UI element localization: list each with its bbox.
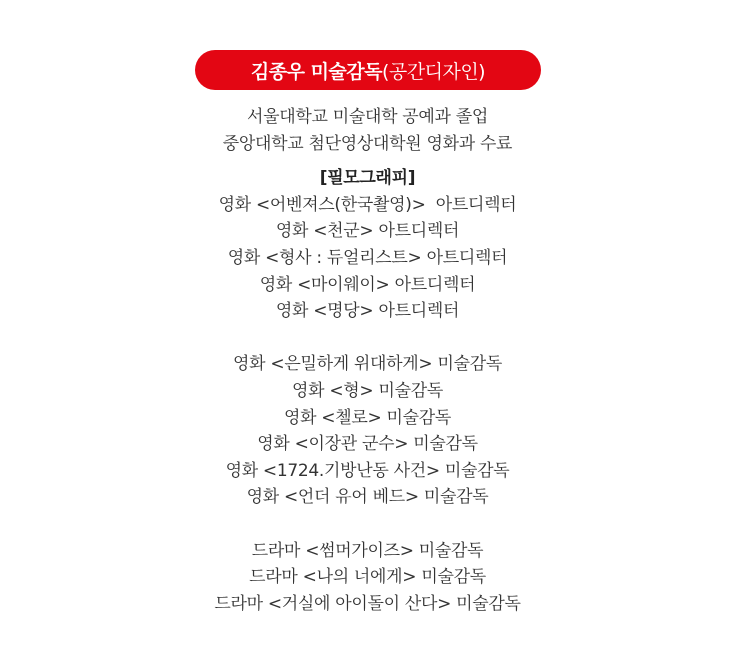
profile-content bbox=[0, 104, 735, 617]
filmography-item: 영화 <이장관 군수> 미술감독 bbox=[257, 434, 478, 455]
filmography-item: 드라마 <거실에 아이돌이 산다> 미술감독 bbox=[214, 593, 521, 614]
filmography-section bbox=[0, 165, 735, 617]
director-role: (공간디자인) bbox=[381, 60, 486, 83]
filmography-item: 영화 <은밀하게 위대하게> 미술감독 bbox=[233, 354, 502, 375]
filmography-item: 드라마 <썸머가이즈> 미술감독 bbox=[251, 540, 484, 561]
filmography-item: 영화 <마이웨이> 아트디렉터 bbox=[259, 274, 476, 295]
filmography-item: 영화 <형> 미술감독 bbox=[292, 380, 443, 401]
education-item: 중앙대학교 첨단영상대학원 영화과 수료 bbox=[222, 133, 513, 154]
filmography-item: 영화 <형사 : 듀얼리스트> 아트디렉터 bbox=[227, 247, 508, 268]
filmography-item: 영화 <명당> 아트디렉터 bbox=[275, 301, 460, 322]
filmography-title: [필모그래피] bbox=[319, 168, 416, 189]
filmography-item: 영화 <첼로> 미술감독 bbox=[283, 407, 452, 428]
section-spacer bbox=[0, 325, 735, 352]
education-section bbox=[0, 104, 735, 157]
section-spacer bbox=[0, 511, 735, 538]
filmography-item: 영화 <언더 유어 베드> 미술감독 bbox=[246, 487, 489, 508]
filmography-item: 영화 <천군> 아트디렉터 bbox=[275, 221, 460, 242]
title-badge bbox=[195, 50, 541, 90]
filmography-item: 드라마 <나의 너에게> 미술감독 bbox=[249, 567, 486, 588]
director-name: 김종우 미술감독 bbox=[250, 60, 382, 83]
filmography-item: 영화 <어벤져스(한국촬영)> 아트디렉터 bbox=[218, 194, 517, 215]
filmography-item: 영화 <1724.기방난동 사건> 미술감독 bbox=[225, 460, 510, 481]
education-item: 서울대학교 미술대학 공예과 졸업 bbox=[246, 107, 489, 127]
